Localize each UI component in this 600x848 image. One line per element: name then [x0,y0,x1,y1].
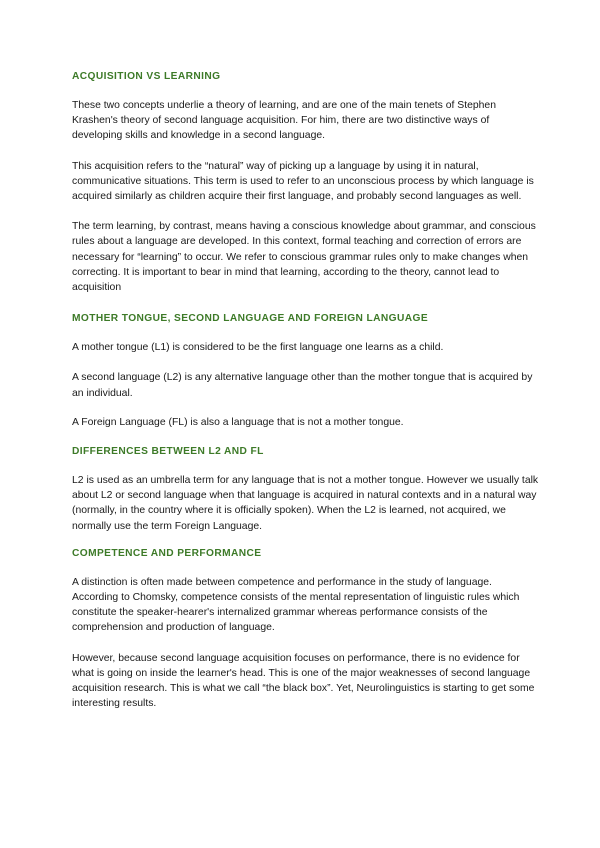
section-differences-l2-fl [72,445,540,534]
section-heading: COMPETENCE AND PERFORMANCE [72,547,262,559]
section-competence-performance [72,547,540,712]
section-acquisition-vs-learning [72,70,540,295]
section-heading: ACQUISITION VS LEARNING [72,71,221,82]
paragraph: This acquisition refers to the “natural” way of picking up a language by using it in natural, communicative situations. This term is used to refer to an unconscious process by which language is acquired similarly as children acquire their first language, and probably second languages as well. [72,160,534,203]
paragraph: These two concepts underlie a theory of learning, and are one of the main tenets of Stephen Krashen's theory of second language acquisition. For him, there are two distinctive ways of developing skills and knowledge in a second language. [72,100,496,142]
paragraph: The term learning, by contrast, means having a conscious knowledge about grammar, and conscious rules about a language are developed. In this context, formal teaching and correction of errors are necessary for “learning” to occur. We refer to conscious grammar rules only to make changes when correcting. It is important to bear in mind that learning, according to the theory, cannot lead to acquisition [72,221,536,294]
paragraph: A Foreign Language (FL) is also a language that is not a mother tongue. [72,416,404,428]
paragraph: A distinction is often made between competence and performance in the study of language. According to Chomsky, competence consists of the mental representation of linguistic rules which constitute the speaker-hearer's internalized grammar whereas performance consists of the comprehension and production of language. [72,576,520,634]
paragraph: A mother tongue (L1) is considered to be the first language one learns as a child. [72,342,444,354]
paragraph: A second language (L2) is any alternative language other than the mother tongue that is acquired by an individual. [72,372,533,399]
paragraph: However, because second language acquisition focuses on performance, there is no evidence for what is going on inside the learner's head. This is one of the major weaknesses of second language acquisition research. This is what we call “the black box”. Yet, Neurolinguistics is starting to get some interesting results. [72,652,535,710]
section-mother-tongue [72,312,540,430]
section-heading: MOTHER TONGUE, SECOND LANGUAGE AND FOREIGN LANGUAGE [72,313,429,325]
section-heading: DIFFERENCES BETWEEN L2 AND FL [72,446,264,458]
paragraph: L2 is used as an umbrella term for any language that is not a mother tongue. However we usually talk about L2 or second language when that language is acquired in natural contexts and in a natural way (normally, in the country where it is officially spoken). When the L2 is learned, not acquired, we normally use the term Foreign Language. [72,475,539,532]
